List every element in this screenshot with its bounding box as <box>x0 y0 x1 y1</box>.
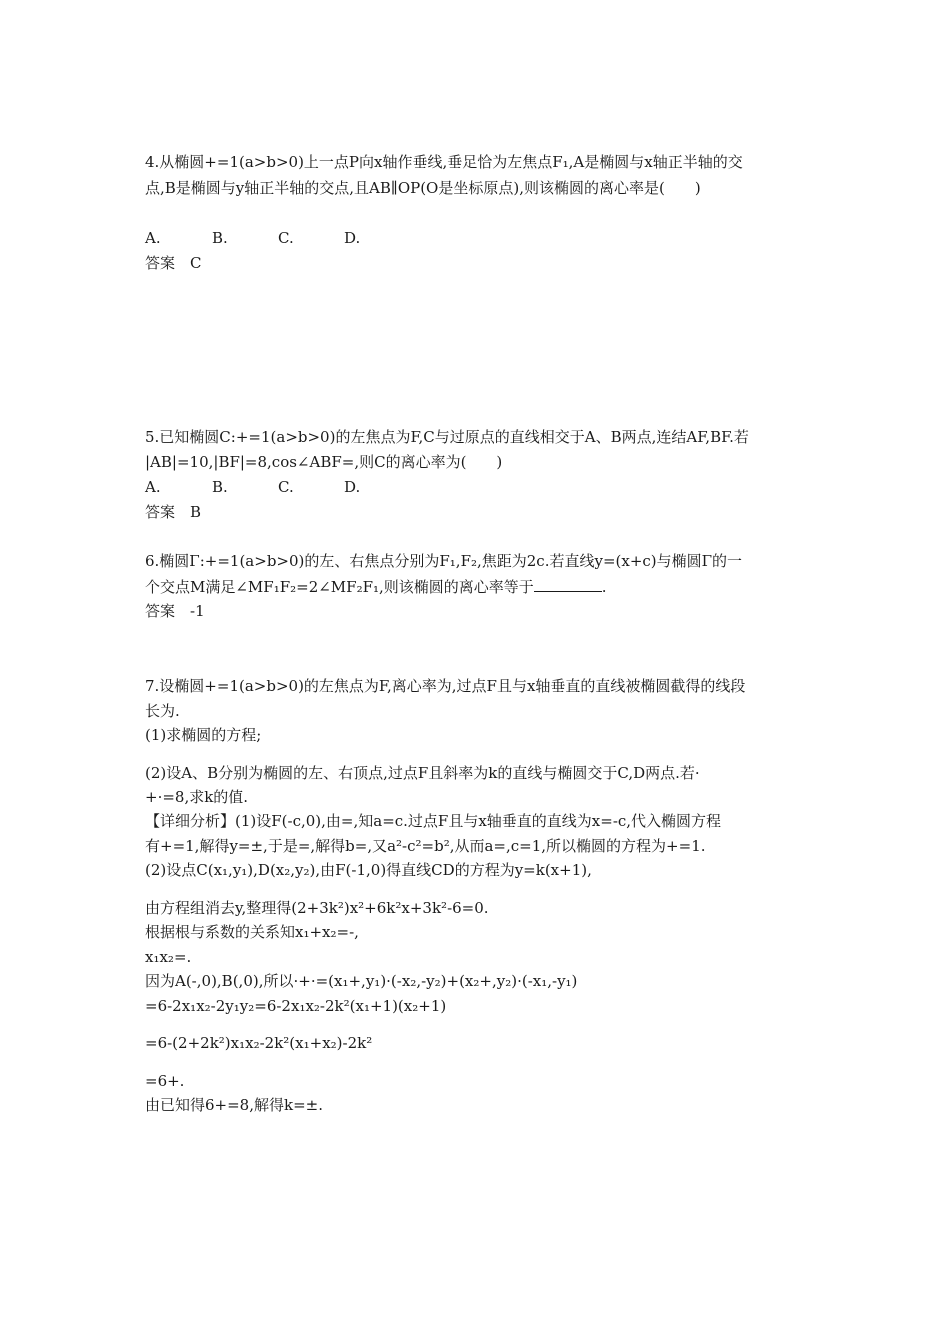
q6-line-2 <box>145 577 607 597</box>
q6-line-1: 6.椭圆Γ:+=1(a>b>0)的左、右焦点分别为F₁,F₂,焦距为2c.若直线y=(x+c)与椭圆Γ的一 <box>145 552 743 570</box>
q5-option-c: C. <box>278 478 294 496</box>
q4-option-a: A. <box>145 229 161 247</box>
q7-part-2-line-2: +·=8,求k的值. <box>145 788 249 806</box>
q7-line-1: 7.设椭圆+=1(a>b>0)的左焦点为F,离心率为,过点F且与x轴垂直的直线被椭圆截得的线段 <box>145 677 746 695</box>
q7-step-3: x₁x₂=. <box>145 948 192 966</box>
q7-part-2-line-1: (2)设A、B分别为椭圆的左、右顶点,过点F且斜率为k的直线与椭圆交于C,D两点.若· <box>145 764 700 782</box>
q6-line-2-text: 个交点M满足∠MF₁F₂=2∠MF₂F₁,则该椭圆的离心率等于 <box>145 578 534 596</box>
q7-part-1: (1)求椭圆的方程; <box>145 726 262 744</box>
q7-line-2: 长为. <box>145 702 180 720</box>
q5-line-1: 5.已知椭圆C:+=1(a>b>0)的左焦点为F,C与过原点的直线相交于A、B两点,连结AF,BF.若 <box>145 428 749 446</box>
q4-option-b: B. <box>212 229 228 247</box>
q6-answer: 答案 -1 <box>145 602 205 620</box>
q7-step-8: 由已知得6+=8,解得k=±. <box>145 1096 323 1114</box>
q6-line-2-end: . <box>601 578 607 596</box>
q4-option-c: C. <box>278 229 294 247</box>
q7-step-6: =6-(2+2k²)x₁x₂-2k²(x₁+x₂)-2k² <box>145 1034 373 1052</box>
q5-answer: 答案 B <box>145 503 202 521</box>
q4-option-d: D. <box>344 229 361 247</box>
q7-analysis-line-1: 【详细分析】(1)设F(-c,0),由=,知a=c.过点F且与x轴垂直的直线为x=-c,代入椭圆方程 <box>145 812 722 830</box>
q7-step-4: 因为A(-,0),B(,0),所以·+·=(x₁+,y₁)·(-x₂,-y₂)+(x₂+,y₂)·(-x₁,-y₁) <box>145 972 578 990</box>
q7-step-7: =6+. <box>145 1072 185 1090</box>
q4-line-1: 4.从椭圆+=1(a>b>0)上一点P向x轴作垂线,垂足恰为左焦点F₁,A是椭圆与x轴正半轴的交 <box>145 153 743 171</box>
q5-option-a: A. <box>145 478 161 496</box>
q4-answer: 答案 C <box>145 254 202 272</box>
q7-step-1: 由方程组消去y,整理得(2+3k²)x²+6k²x+3k²-6=0. <box>145 899 489 917</box>
q7-step-5: =6-2x₁x₂-2y₁y₂=6-2x₁x₂-2k²(x₁+1)(x₂+1) <box>145 997 447 1015</box>
q7-analysis-line-3: (2)设点C(x₁,y₁),D(x₂,y₂),由F(-1,0)得直线CD的方程为y=k(x+1), <box>145 861 592 879</box>
q7-analysis-line-2: 有+=1,解得y=±,于是=,解得b=,又a²-c²=b²,从而a=,c=1,所以椭圆的方程为+=1. <box>145 837 706 855</box>
q7-step-2: 根据根与系数的关系知x₁+x₂=-, <box>145 923 359 941</box>
q5-line-2: |AB|=10,|BF|=8,cos∠ABF=,则C的离心率为( ) <box>145 453 503 471</box>
q4-line-2: 点,B是椭圆与y轴正半轴的交点,且AB∥OP(O是坐标原点),则该椭圆的离心率是( ) <box>145 179 701 197</box>
q5-options <box>145 477 360 497</box>
q5-option-b: B. <box>212 478 228 496</box>
q6-answer-blank <box>534 577 602 592</box>
q5-option-d: D. <box>344 478 361 496</box>
q4-options <box>145 228 360 248</box>
